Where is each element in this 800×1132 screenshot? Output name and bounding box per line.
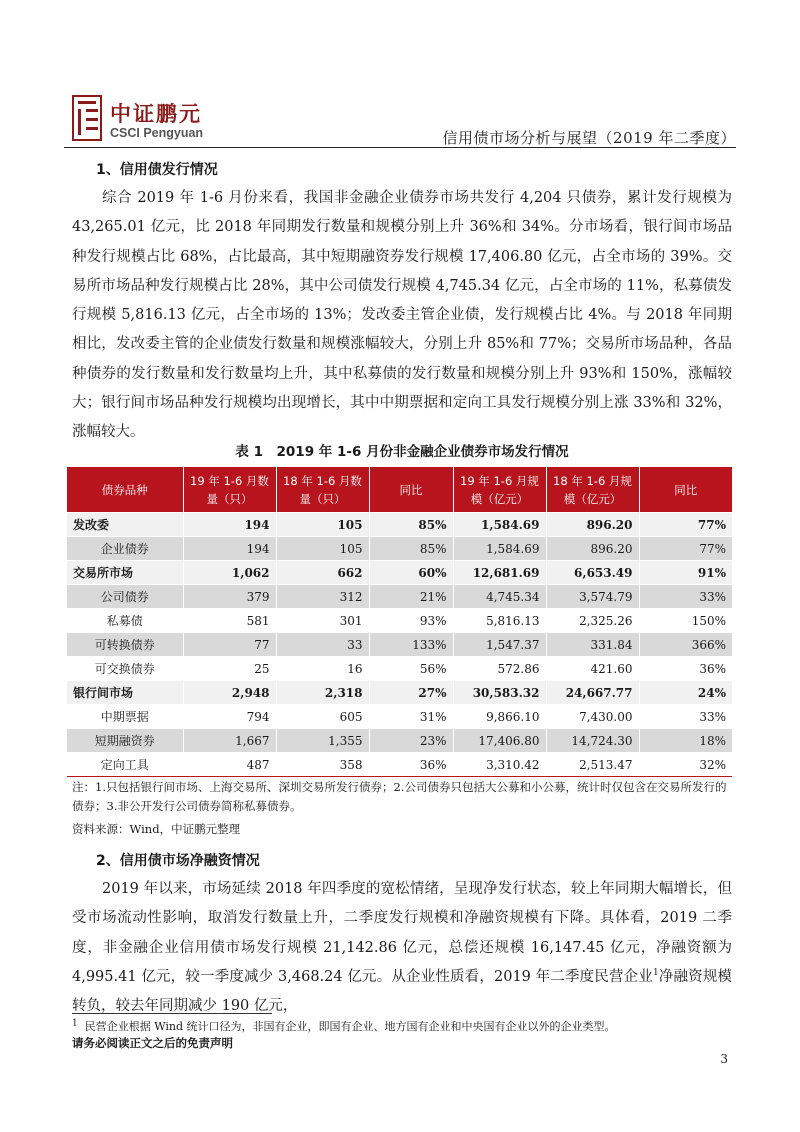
- table-cell: 24%: [639, 681, 732, 705]
- table-row-category: [67, 513, 732, 537]
- section2-text-part1: 2019 年以来，市场延续 2018 年四季度的宽松情绪，呈现净发行状态，较上年同期大幅增长，但受市场流动性影响，取消发行数量上升，二季度发行规模和净融资规模有下降。具体看，2019 二季度，非金融企业信用债市场发行规模 21,142.86 亿元，总偿还规模 16,147.45 亿元，净融资额为 4,995.41 亿元，较一季度减少 3,468.24 亿元。从企业性质看，2019 年二季度民营企业: [72, 881, 732, 985]
- table-cell: 公司债券: [67, 585, 183, 609]
- table-cell: 23%: [369, 729, 453, 753]
- table-cell: 93%: [369, 609, 453, 633]
- table-header-cell: 18 年 1-6 月数量（只）: [276, 467, 369, 513]
- table-cell: 4,745.34: [453, 585, 546, 609]
- table-cell: 可转换债券: [67, 633, 183, 657]
- table-row-category: [67, 561, 732, 585]
- logo-english-name: CSCI Pengyuan: [110, 126, 204, 140]
- table-cell: 1,355: [276, 729, 369, 753]
- table-cell: 交易所市场: [67, 561, 183, 585]
- table-cell: 31%: [369, 705, 453, 729]
- footnote-mark: 1: [72, 1018, 78, 1029]
- table-cell: 379: [183, 585, 276, 609]
- section2-text-part2: 净融资规模转负，较去年同期减少 190 亿元，: [72, 968, 733, 1015]
- table-cell: 16: [276, 657, 369, 681]
- table-cell: 358: [276, 753, 369, 777]
- table-cell: 2,325.26: [546, 609, 639, 633]
- table-cell: 794: [183, 705, 276, 729]
- bond-issuance-table: [67, 467, 732, 777]
- table-cell: 25: [183, 657, 276, 681]
- table-cell: 21%: [369, 585, 453, 609]
- table-row: [67, 753, 732, 777]
- footnote-divider: [72, 1013, 272, 1014]
- table-row: [67, 705, 732, 729]
- table-cell: 5,816.13: [453, 609, 546, 633]
- header-divider: [64, 147, 736, 148]
- footnote: [72, 1018, 615, 1034]
- table-cell: 1,584.69: [453, 537, 546, 561]
- table-cell: 581: [183, 609, 276, 633]
- table-cell: 150%: [639, 609, 732, 633]
- table-row: [67, 537, 732, 561]
- table-cell: 30,583.32: [453, 681, 546, 705]
- table-cell: 77%: [639, 513, 732, 537]
- table-header-cell: 18 年 1-6 月规模（亿元）: [546, 467, 639, 513]
- logo-chinese-name: 中证鹏元: [110, 102, 202, 126]
- table-cell: 1,584.69: [453, 513, 546, 537]
- table-cell: 27%: [369, 681, 453, 705]
- table-cell: 312: [276, 585, 369, 609]
- company-logo-icon: [72, 95, 102, 141]
- table-cell: 133%: [369, 633, 453, 657]
- table-cell: 3,574.79: [546, 585, 639, 609]
- table-header-cell: 债券品种: [67, 467, 183, 513]
- table-cell: 1,062: [183, 561, 276, 585]
- table-cell: 9,866.10: [453, 705, 546, 729]
- table-cell: 12,681.69: [453, 561, 546, 585]
- disclaimer-text: 请务必阅读正文之后的免责声明: [72, 1036, 233, 1050]
- table-cell: 896.20: [546, 537, 639, 561]
- table-cell: 可交换债券: [67, 657, 183, 681]
- table-cell: 85%: [369, 537, 453, 561]
- table-row: [67, 633, 732, 657]
- table-cell: 33: [276, 633, 369, 657]
- table-cell: 33%: [639, 705, 732, 729]
- table-cell: 短期融资券: [67, 729, 183, 753]
- table-cell: 56%: [369, 657, 453, 681]
- table-cell: 366%: [639, 633, 732, 657]
- table-row-category: [67, 681, 732, 705]
- table-note: 注：1.只包括银行间市场、上海交易所、深圳交易所发行债券；2.公司债券只包括大公募和小公募，统计时仅包含在交易所发行的债券；3.非公开发行公司债券简称私募债券。: [72, 780, 727, 813]
- table-cell: 662: [276, 561, 369, 585]
- table-cell: 421.60: [546, 657, 639, 681]
- table-header-row: [67, 467, 732, 513]
- table-cell: 105: [276, 513, 369, 537]
- table-cell: 1,547.37: [453, 633, 546, 657]
- table-cell: 896.20: [546, 513, 639, 537]
- table-cell: 85%: [369, 513, 453, 537]
- table-cell: 2,948: [183, 681, 276, 705]
- table-cell: 487: [183, 753, 276, 777]
- table-cell: 32%: [639, 753, 732, 777]
- table-cell: 企业债券: [67, 537, 183, 561]
- table-cell: 24,667.77: [546, 681, 639, 705]
- table-cell: 3,310.42: [453, 753, 546, 777]
- table-cell: 发改委: [67, 513, 183, 537]
- table-header-cell: 同比: [639, 467, 732, 513]
- table-row: [67, 585, 732, 609]
- footnote-reference: 1: [652, 968, 659, 979]
- table-cell: 2,318: [276, 681, 369, 705]
- section2-heading: 2、信用债市场净融资情况: [96, 853, 260, 869]
- table-source: 资料来源：Wind，中证鹏元整理: [72, 822, 241, 836]
- section2-paragraph: [72, 875, 732, 1021]
- table-row: [67, 729, 732, 753]
- table-cell: 17,406.80: [453, 729, 546, 753]
- table-row: [67, 609, 732, 633]
- section1-paragraph: 综合 2019 年 1-6 月份来看，我国非金融企业债券市场共发行 4,204 只债券，累计发行规模为 43,265.01 亿元，比 2018 年同期发行数量和规模分别上升 36%和 34%。分市场看，银行间市场品种发行规模占比 68%，占比最高，其中短期融资券发行规模 17,406.80 亿元，占全市场的 39%。交易所市场品种发行规模占比 28%，其中公司债发行规模 4,745.34 亿元，占全市场的 11%，私募债发行规模 5,816.13 亿元，占全市场的 13%；发改委主管企业债，发行规模占比 4%。与 2018 年同期相比，发改委主管的企业债发行数量和规模涨幅较大，分别上升 85%和 77%；交易所市场品种，各品种债券的发行数量和发行数量均上升，其中私募债的发行数量和规模分别上升 93%和 150%，涨幅较大；银行间市场品种发行规模均出现增长，其中中期票据和定向工具发行规模分别上涨 33%和 32%，涨幅较大。: [72, 190, 732, 441]
- table-cell: 36%: [369, 753, 453, 777]
- table-cell: 36%: [639, 657, 732, 681]
- table-cell: 银行间市场: [67, 681, 183, 705]
- document-title: 信用债市场分析与展望（2019 年二季度）: [442, 129, 736, 147]
- table-cell: 77: [183, 633, 276, 657]
- table-cell: 105: [276, 537, 369, 561]
- table-cell: 中期票据: [67, 705, 183, 729]
- table-cell: 77%: [639, 537, 732, 561]
- table-cell: 1,667: [183, 729, 276, 753]
- footnote-text: 民营企业根据 Wind 统计口径为，非国有企业，即国有企业、地方国有企业和中央国有企业以外的企业类型。: [84, 1020, 616, 1033]
- page-number: 3: [720, 1052, 728, 1066]
- table-cell: 572.86: [453, 657, 546, 681]
- table-cell: 2,513.47: [546, 753, 639, 777]
- table-cell: 194: [183, 513, 276, 537]
- table-cell: 私募债: [67, 609, 183, 633]
- section1-heading: 1、信用债发行情况: [96, 162, 218, 178]
- table-cell: 301: [276, 609, 369, 633]
- table-cell: 18%: [639, 729, 732, 753]
- table-cell: 194: [183, 537, 276, 561]
- table-cell: 7,430.00: [546, 705, 639, 729]
- table-cell: 6,653.49: [546, 561, 639, 585]
- table-cell: 91%: [639, 561, 732, 585]
- table-cell: 14,724.30: [546, 729, 639, 753]
- table-cell: 605: [276, 705, 369, 729]
- table-cell: 331.84: [546, 633, 639, 657]
- table-row: [67, 657, 732, 681]
- table-cell: 60%: [369, 561, 453, 585]
- table-caption: 表 1 2019 年 1-6 月份非金融企业债券市场发行情况: [235, 444, 569, 460]
- table-cell: 定向工具: [67, 753, 183, 777]
- table-header-cell: 19 年 1-6 月规模（亿元）: [453, 467, 546, 513]
- table-cell: 33%: [639, 585, 732, 609]
- table-header-cell: 同比: [369, 467, 453, 513]
- table-header-cell: 19 年 1-6 月数量（只）: [183, 467, 276, 513]
